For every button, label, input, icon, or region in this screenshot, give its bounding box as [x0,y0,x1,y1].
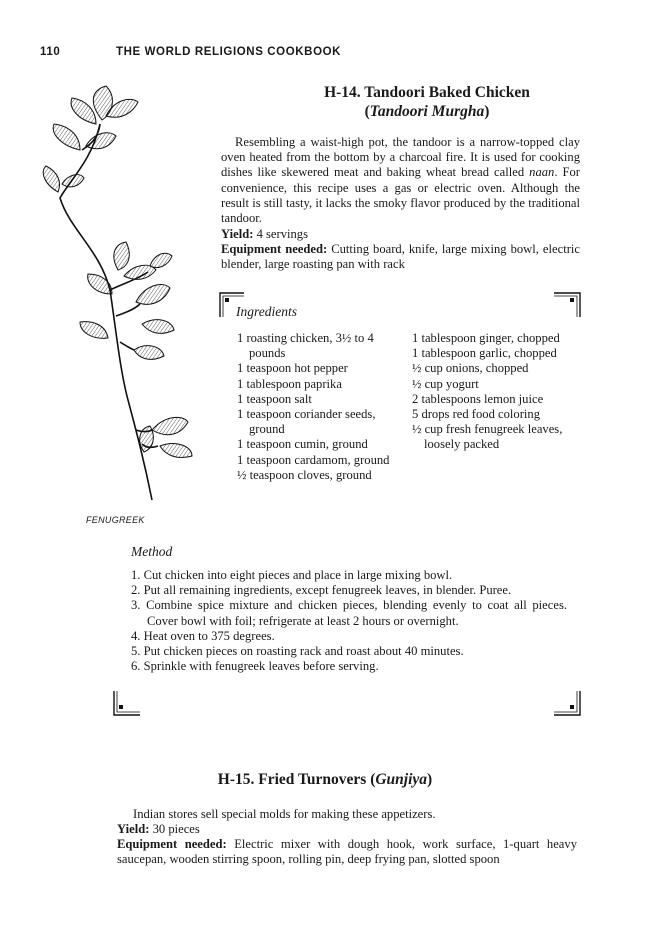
ingredient-item: ½ teaspoon cloves, ground [237,467,372,482]
page-number: 110 [40,46,61,58]
method-steps [131,568,567,674]
ingredient-item: 5 drops red food coloring [412,407,541,422]
book-title: THE WORLD RELIGIONS COOKBOOK [116,46,342,58]
method-step: 4. Heat oven to 375 degrees. [131,628,275,643]
ingredients-column-2 [412,331,582,453]
ingredient-item: 1 teaspoon cardamom, ground [237,452,390,467]
recipe-subtitle: (Tandoori Murgha) [364,103,490,120]
method-step: 5. Put chicken pieces on roasting rack and roast about 40 minutes. [131,644,464,659]
frame-corner-icon [553,292,581,318]
recipe-2-yield: Yield: 30 pieces [117,822,200,836]
ingredients-heading: Ingredients [236,304,297,319]
ingredient-item: 1 teaspoon salt [237,391,312,406]
ingredients-column-1 [237,331,409,483]
illustration-caption: FENUGREEK [86,515,145,525]
ingredient-item: 1 tablespoon garlic, chopped [412,346,557,361]
recipe-equipment: Equipment needed: Cutting board, knife, large mixing bowl, electric blender, large roasting pan with rack [221,242,580,272]
recipe-2-equipment: Equipment needed: Electric mixer with dough hook, work surface, 1-quart heavy saucepan, wooden stirring spoon, rolling pin, deep frying pan, slotted spoon [117,837,577,867]
ingredient-item: 1 teaspoon cumin, ground [237,437,368,452]
recipe-title-main: H-14. Tandoori Baked Chicken [324,84,530,101]
method-heading: Method [131,544,173,559]
frame-corner-icon [113,690,141,716]
ingredient-item: 1 roasting chicken, 3½ to 4 pounds [237,331,374,361]
recipe-yield: Yield: 4 servings [221,227,308,241]
ingredient-item: ½ cup fresh fenugreek leaves, loosely packed [412,422,563,452]
ingredient-item: ½ cup onions, chopped [412,361,529,376]
ingredient-item: 2 tablespoons lemon juice [412,391,544,406]
ingredient-item: 1 teaspoon hot pepper [237,361,348,376]
method-step: 1. Cut chicken into eight pieces and place in large mixing bowl. [131,568,453,582]
frame-corner-icon [553,690,581,716]
method-step: 6. Sprinkle with fenugreek leaves before serving. [131,659,379,674]
method-step: 2. Put all remaining ingredients, except fenugreek leaves, in blender. Puree. [131,583,512,598]
ingredient-item: 1 tablespoon paprika [237,376,342,391]
recipe-2-intro: Indian stores sell special molds for making these appetizers. [133,807,436,821]
ingredient-item: ½ cup yogurt [412,376,479,391]
method-step: 3. Combine spice mixture and chicken pieces, blending evenly to coat all pieces. Cover bowl with foil; refrigerate at least 2 hours or overnight. [131,598,567,628]
recipe-intro: Resembling a waist-high pot, the tandoor is a narrow-topped clay oven heated from the bottom by a charcoal fire. It is used for cooking dishes like skewered meat and baking wheat bread called naan. For convenience, this recipe uses a gas or electric oven. Although the result is still tasty, it lacks the smoky flavor produced by the traditional tandoor. [221,135,580,226]
recipe-title [222,83,632,121]
running-head [40,46,341,58]
fenugreek-plant-drawing [40,80,218,520]
recipe-2-title: H-15. Fried Turnovers (Gunjiya) [217,771,433,788]
ingredient-item: 1 teaspoon coriander seeds, ground [237,407,376,437]
ingredient-item: 1 tablespoon ginger, chopped [412,331,560,345]
